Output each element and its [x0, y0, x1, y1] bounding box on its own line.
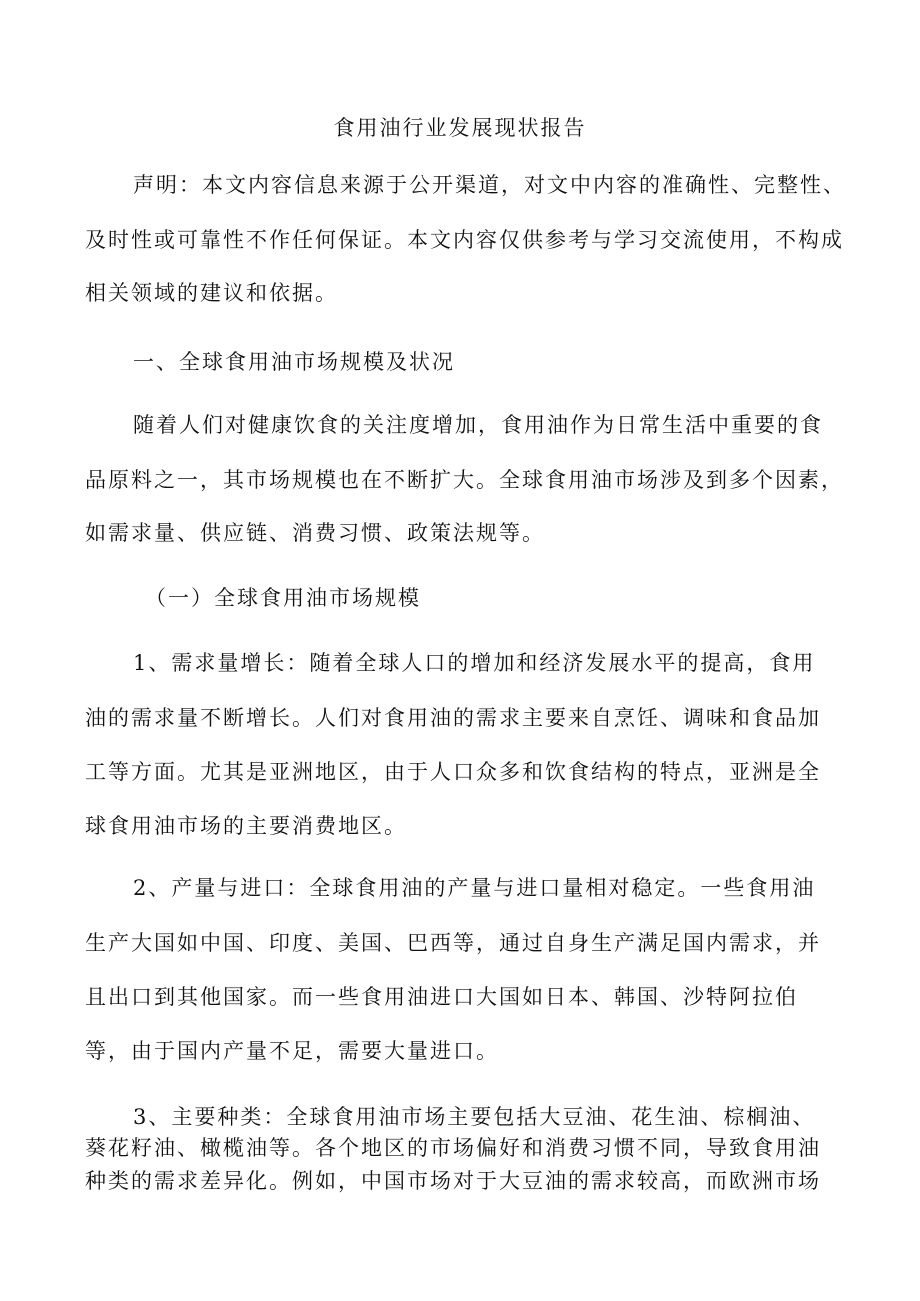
list-item-line: 且出口到其他国家。而一些食用油进口大国如日本、韩国、沙特阿拉伯: [85, 985, 798, 1009]
list-item-line: 工等方面。尤其是亚洲地区，由于人口众多和饮食结构的特点，亚洲是全: [85, 760, 821, 784]
document-title: 食用油行业发展现状报告: [333, 116, 587, 140]
list-item-line: 生产大国如中国、印度、美国、巴西等，通过自身生产满足国内需求，并: [85, 931, 821, 955]
disclaimer-line: 相关领域的建议和依据。: [85, 281, 338, 305]
section-heading: 一、全球食用油市场规模及状况: [133, 350, 455, 374]
paragraph-line: 品原料之一，其市场规模也在不断扩大。全球食用油市场涉及到多个因素，: [85, 468, 844, 492]
list-item-line: 葵花籽油、橄榄油等。各个地区的市场偏好和消费习惯不同，导致食用油: [85, 1136, 821, 1160]
subsection-heading: （一）全球食用油市场规模: [145, 586, 421, 610]
list-item-line: 种类的需求差异化。例如，中国市场对于大豆油的需求较高，而欧洲市场: [85, 1169, 821, 1193]
list-item-line: 3、主要种类：全球食用油市场主要包括大豆油、花生油、棕榈油、: [133, 1105, 816, 1129]
paragraph-line: 随着人们对健康饮食的关注度增加，食用油作为日常生活中重要的食: [133, 413, 823, 437]
list-item-line: 油的需求量不断增长。人们对食用油的需求主要来自烹饪、调味和食品加: [85, 706, 821, 730]
list-item-line: 球食用油市场的主要消费地区。: [85, 814, 407, 838]
list-item-line: 等，由于国内产量不足，需要大量进口。: [85, 1039, 499, 1063]
disclaimer-line: 声明：本文内容信息来源于公开渠道，对文中内容的准确性、完整性、: [133, 173, 846, 197]
disclaimer-line: 及时性或可靠性不作任何保证。本文内容仅供参考与学习交流使用，不构成: [85, 228, 844, 252]
list-item-line: 1、需求量增长：随着全球人口的增加和经济发展水平的提高，食用: [133, 651, 816, 675]
list-item-line: 2、产量与进口：全球食用油的产量与进口量相对稳定。一些食用油: [133, 876, 816, 900]
paragraph-line: 如需求量、供应链、消费习惯、政策法规等。: [85, 521, 545, 545]
